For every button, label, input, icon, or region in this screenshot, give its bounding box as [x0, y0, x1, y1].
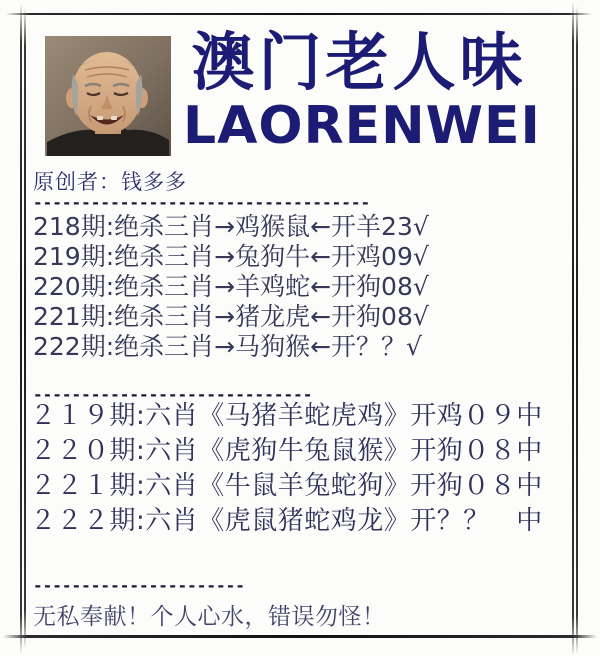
six-xiao-row-222: ２２２期:六肖《虎鼠猪蛇鸡龙》开？？ 中	[30, 506, 543, 536]
prediction-row-221: 221期:绝杀三肖→猪龙虎←开狗08√	[33, 302, 429, 331]
header	[183, 26, 541, 156]
six-xiao-row-219: ２１９期:六肖《马猪羊蛇虎鸡》开鸡０９中	[30, 401, 543, 431]
separator-top: -----------------------------------	[33, 193, 371, 212]
footer-note: 无私奉献！个人心水，错误勿怪！	[33, 604, 386, 630]
frame-bottom-line	[3, 635, 597, 638]
six-xiao-row-221: ２２１期:六肖《牛鼠羊兔蛇狗》开狗０８中	[30, 471, 543, 501]
author-line: 原创者：钱多多	[33, 170, 187, 194]
elderly-man-photo	[45, 36, 171, 156]
prediction-row-222: 222期:绝杀三肖→马狗猴←开？？√	[33, 332, 422, 361]
separator-bottom: ----------------------	[33, 576, 245, 595]
six-xiao-row-220: ２２０期:六肖《虎狗牛兔鼠猴》开狗０８中	[30, 436, 543, 466]
frame-left-line-outer	[20, 4, 22, 654]
prediction-row-218: 218期:绝杀三肖→鸡猴鼠←开羊23√	[33, 212, 429, 241]
frame-right-line-outer	[572, 2, 574, 656]
frame-left-line-inner	[24, 8, 26, 648]
frame-top-line	[6, 13, 592, 15]
frame-right-line-inner	[576, 6, 578, 654]
six-xiao-list	[30, 399, 543, 539]
elderly-man-portrait-illustration	[45, 36, 171, 156]
prediction-row-219: 219期:绝杀三肖→兔狗牛←开鸡09√	[33, 242, 429, 271]
title-latin: LAORENWEI	[183, 96, 541, 156]
separator-middle: -----------------------------	[33, 385, 313, 404]
prediction-row-220: 220期:绝杀三肖→羊鸡蛇←开狗08√	[33, 272, 429, 301]
title-chinese: 澳门老人味	[191, 26, 527, 99]
kill-three-list	[33, 212, 429, 362]
